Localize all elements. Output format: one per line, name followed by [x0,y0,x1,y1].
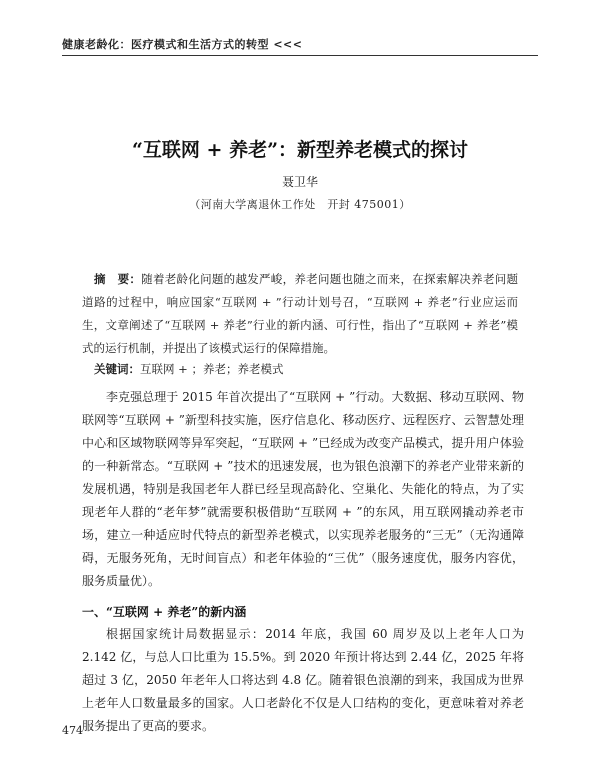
abstract-text: 随着老龄化问题的越发严峻，养老问题也随之而来，在探索解决养老问题道路的过程中，响应国家“互联网 + ”行动计划号召，“互联网 + 养老”行业应运而生，文章阐述了“互联网 + 养老”行业的新内涵、可行性，指出了“互联网 + 养老”模式的运行机制，并提出了该模式运行的保障措施。 [82,272,519,355]
abstract-label: 摘 要： [94,272,142,286]
keywords [94,360,514,378]
keywords-label: 关键词： [94,362,140,376]
body-paragraph-statistics: 根据国家统计局数据显示：2014 年底，我国 60 周岁及以上老年人口为 2.142 亿，与总人口比重为 15.5%。到 2020 年预计将达到 2.44 亿，2025 年将超过 3 亿，2050 年老年人口将达到 4.8 亿。随着银色浪潮的到来，我国成为世界上老年人口数量最多的国家。人口老龄化不仅是人口结构的变化，更意味着对养老服务提出了更高的要求。 [82,627,524,733]
article-author: 聂卫华 [281,175,318,189]
header-divider [62,55,538,56]
section-heading: 一、“互联网 + 养老”的新内涵 [82,605,247,619]
article-title: “互联网 + 养老”：新型养老模式的探讨 [131,139,468,161]
body-paragraph-intro: 李克强总理于 2015 年首次提出了“互联网 + ”行动。大数据、移动互联网、物联网等“互联网 + ”新型科技实施，医疗信息化、移动医疗、远程医疗、云智慧处理中心和区域物联网等异军突起，“互联网 + ”已经成为改变产品模式，提升用户体验的一种新常态。“互联网 + ”技术的迅速发展，也为银色浪潮下的养老产业带来新的发展机遇，特别是我国老年人群已经呈现高龄化、空巢化、失能化的特点，为了实现老年人群的“老年梦”就需要积极借助“互联网 + ”的东风，用互联网撬动养老市场，建立一种适应时代特点的新型养老模式，以实现养老服务的“三无”（无沟通障碍，无服务死角，无时间盲点）和老年体验的“三优”（服务速度优，服务内容优，服务质量优）。 [82,390,524,588]
author-affiliation: （河南大学离退休工作处 开封 475001） [189,198,411,211]
running-header: 健康老龄化：医疗模式和生活方式的转型 <<< [62,38,303,51]
keywords-text: 互联网 + ；养老；养老模式 [140,362,284,376]
page-number: 474 [62,724,83,737]
abstract [82,268,518,360]
